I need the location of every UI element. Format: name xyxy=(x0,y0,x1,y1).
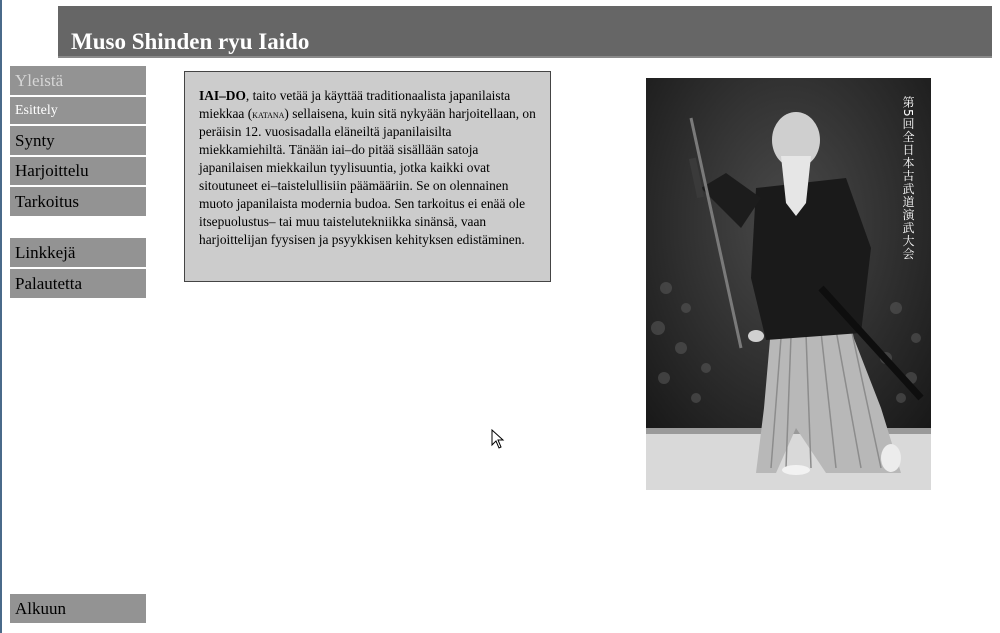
nav-item-esittely[interactable]: Esittely xyxy=(10,97,146,124)
nav-item-yleista[interactable]: Yleistä xyxy=(10,66,146,95)
nav-item-palautetta[interactable]: Palautetta xyxy=(10,269,146,298)
intro-text-part1: , taito vetää ja käyttää traditionaalista japanilaista miekkaa ( xyxy=(199,88,511,121)
nav-item-linkkeja[interactable]: Linkkejä xyxy=(10,238,146,267)
photo-illustration xyxy=(646,78,931,490)
photo-caption: 第5回全日本古武道演武大会 xyxy=(901,96,915,261)
intro-text-box xyxy=(184,71,551,282)
page-title: Muso Shinden ryu Iaido xyxy=(71,29,310,54)
nav-item-alkuun[interactable]: Alkuun xyxy=(10,594,146,623)
nav-item-synty[interactable]: Synty xyxy=(10,126,146,155)
iaido-master-photo xyxy=(646,78,931,490)
term-katana: katana xyxy=(252,107,285,121)
nav-item-harjoittelu[interactable]: Harjoittelu xyxy=(10,157,146,185)
nav-item-tarkoitus[interactable]: Tarkoitus xyxy=(10,187,146,216)
term-iaido: IAI–DO xyxy=(199,88,246,103)
intro-text-part2: ) sellaisena, kuin sitä nykyään harjoitellaan, on peräisin 12. vuosisadalla eläneiltä japanilaisilta miekkamiehiltä. Tänään iai–do pitää sisällään satoja japanilaisen miekkailun tyylisuuntia, jotka kaikki ovat sitoutuneet ei–taistelullisiin päämääriin. Se on olennainen muoto japanilaista modernia budoa. Sen tarkoitus ei enää ole itsepuolustus– tai muu taistelutekniikka sinänsä, vaan harjoittelijan fyysisen ja psyykkisen kehityksen edistäminen. xyxy=(199,106,536,247)
page-header xyxy=(58,6,992,58)
mouse-cursor-icon xyxy=(491,429,505,449)
window-left-edge xyxy=(0,0,2,633)
